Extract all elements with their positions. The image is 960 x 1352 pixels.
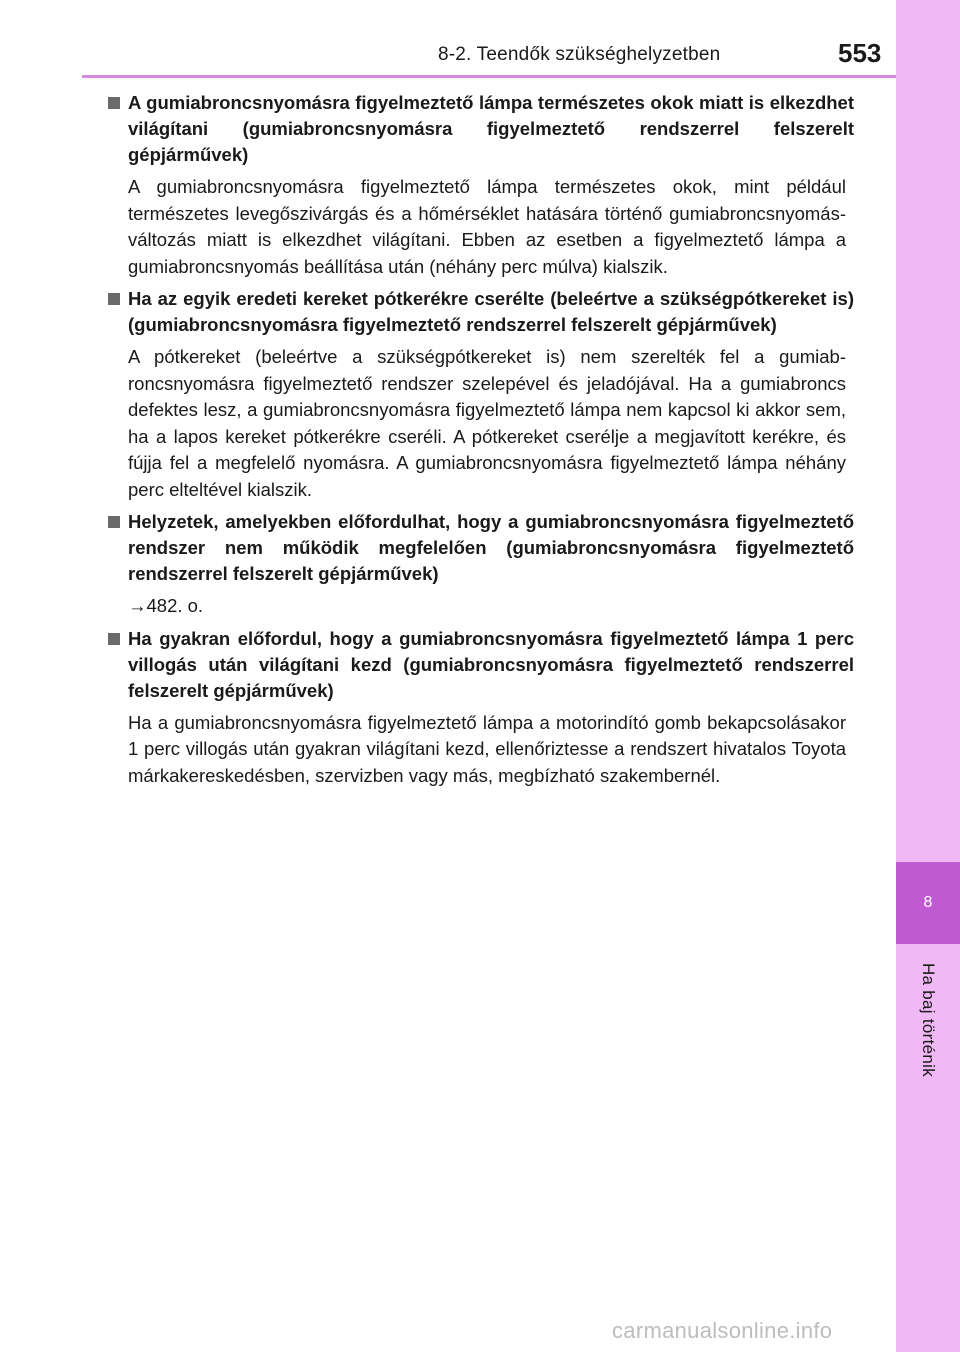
page-reference-link[interactable]: →482. o. [128, 595, 204, 616]
section-title: 8-2. Teendők szükséghelyzetben [438, 44, 721, 65]
watermark: carmanualsonline.info [612, 1318, 833, 1343]
section-item [106, 626, 854, 790]
chapter-number-badge: 8 [896, 862, 960, 944]
square-bullet-icon [108, 516, 120, 528]
header-divider [82, 75, 896, 78]
item-heading-text: Helyzetek, amelyekben előfordulhat, hogy a gumiabroncsnyomásra figyelmeztető rendszer nem működik megfelelően (gumiabroncsnyomásra figyelmeztető rendszerrel felszerelt gépjárművek) [128, 511, 854, 584]
item-body: A gumiabroncsnyomásra figyelmeztető lámpa természetes okok, mint például természetes levegőszivárgás és a hőmérséklet hatására történő gumiabroncsnyomás-változás miatt is elkezdhet világítani. Ebben az esetben a figyelmeztető lámpa a gumiabroncsnyomás beállítása után (néhány perc múlva) kialszik. [128, 176, 846, 277]
item-heading [106, 286, 854, 338]
section-item [106, 90, 854, 280]
section-item [106, 509, 854, 620]
square-bullet-icon [108, 633, 120, 645]
item-heading [106, 509, 854, 587]
item-heading-text: A gumiabroncsnyomásra figyelmeztető lámpa természetes okok miatt is elkezdhet világítani (gumiabroncsnyomásra figyelmeztető rendszerrel felszerelt gépjárművek) [128, 92, 854, 165]
item-heading [106, 90, 854, 168]
item-body: A pótkereket (beleértve a szükségpótkereket is) nem szerelték fel a gumiabroncsnyomásra figyelmeztető rendszer szelepével és jeladójával. Ha a gumiabroncs defektes lesz, a gumiabroncsnyomásra figyelmeztető lámpa nem kapcsol ki akkor sem, ha a lapos kereket pótkerékre cseréli. A pótkereket cserélje a megjavított kerékre, és fújja fel a megfelelő nyomásra. A gumiabroncsnyomásra figyelmeztető lámpa néhány perc elteltével kialszik. [128, 346, 846, 500]
square-bullet-icon [108, 97, 120, 109]
item-heading-text: Ha gyakran előfordul, hogy a gumiabroncsnyomásra figyelmeztető lámpa 1 perc villogás után világítani kezd (gumiabroncsnyomásra figyelmeztető rendszerrel felszerelt gépjárművek) [128, 627, 854, 701]
content [106, 90, 854, 795]
item-heading-text: Ha az egyik eredeti kereket pótkerékre cserélte (beleértve a szükségpótkereket is) (gumiabroncsnyomásra figyelmeztető rendszerrel felszerelt gépjárművek) [128, 288, 854, 335]
item-heading [106, 626, 854, 704]
side-tab [896, 0, 960, 1352]
section-item [106, 286, 854, 503]
item-body: Ha a gumiabroncsnyomásra figyelmeztető lámpa a motorindító gomb bekapcsolásakor 1 perc villogás után gyakran világítani kezd, ellenőriztesse a rendszert hivatalos Toyota márkakereskedésben, szervizben vagy más, megbízható szakembernél. [128, 711, 846, 786]
chapter-label: Ha baj történik [919, 962, 938, 1078]
square-bullet-icon [108, 293, 120, 305]
page-number: 553 [838, 38, 882, 68]
